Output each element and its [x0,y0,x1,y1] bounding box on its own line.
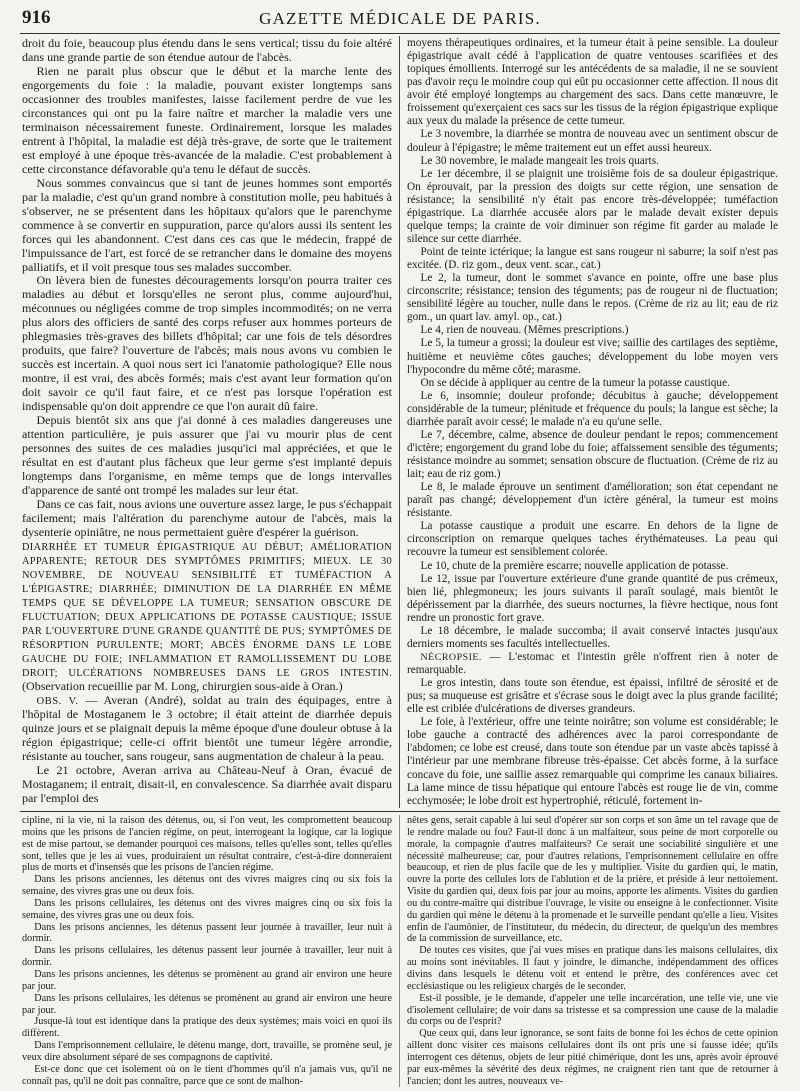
paragraph: Nous sommes convaincus que si tant de jeunes hommes sont emportés par la maladie, c'est qu'un grand nombre à constitution molle, peu habitués à s'observer, ne se présentent dans les hôpitaux qu'alors que le parenchyme commence à se convertir en suppuration, parce qu'alors aussi ils sentent les forces qui les abandonnent. C'est dans ces cas que le médecin, frappé de l'impuissance de l'art, est forcé de se retrancher dans le domaine des moyens palliatifs, et il voit presque tous ses malades succomber. [22,175,392,274]
observation-text: — Averan (André), soldat au train des équipages, entre à l'hôpital de Mostaganem le 3 octobre; il était atteint de diarrhée depuis quinze jours et se plaignait depuis la même époque d'une douleur obtuse à la région épigastrique; celle-ci offrit bientôt une tumeur légère arrondie, résistante au toucher, sans rougeur, sans augmentation de chaleur à la peau. [22,693,392,764]
paragraph: Dans l'emprisonnement cellulaire, le détenu mange, dort, travaille, se promène seul, je veux dire absolument séparé de ses compagnons de captivité. [22,1040,392,1063]
paragraph: Dans les prisons anciennes, les détenus se promènent au grand air environ une heure par jour. [22,968,392,992]
paragraph: Le 1er décembre, il se plaignit une troisième fois de sa douleur épigastrique. On éprouvait, par la pression des doigts sur cette région, une sensation de résistance; la sensibilité n'y était pas encore très-développée; tuméfaction épigastrique. La diarrhée accusée alors par le malade devait exister depuis quelque temps; la crainte de voir diminuer son régime fit garder au malade le silence sur cette diarrhée. [407,167,778,245]
paragraph: Que ceux qui, dans leur ignorance, se sont faits de bonne foi les échos de cette opinion aillent donc visiter ces maisons cellulaires dont ils ont pris une si fausse idée; qu'ils interrogent ces détenus, objets de leur pitié chimérique, dont les uns, après avoir éprouvé par eux-mêmes la sévérité des deux régimes, ne craignent rien tant que de retourner à l'ancien; dont les autres, nouveaux ve- [407,1028,778,1087]
paragraph: Le 12, issue par l'ouverture extérieure d'une grande quantité de pus crémeux, bien lié, phlegmoneux; les jours suivants il paraît soulagé, mais bientôt le dépérissement par la diarrhée, des sueurs nocturnes, la fièvre hectique, nous font rendre un pronostic fort grave. [407,572,778,624]
observation-credit: (Observation recueillie par M. Long, chirurgien sous-aide à Oran.) [22,679,343,694]
paragraph: droit du foie, beaucoup plus étendu dans le sens vertical; tissu du foie altéré dans une grande partie de son étendue autour de l'abcès. [22,37,392,64]
paragraph: nêtes gens, serait capable à lui seul d'opérer sur son corps et son âme un tel ravage que de le rendre malade ou fou? Faut-il donc à un malfaiteur, sous peine de mort corporelle ou morale, la compagnie d'autres malfaiteurs? Ce serait une sociabilité singulière et une nécessité malheureuse; car, pour d'autres relations, l'emprisonnement cellulaire en offre beaucoup, et rien de plus facile que de les y multiplier. Visite du gardien qui, le matin, ouvre la porte des cellules lors de l'ablution et de la prière, et préside à leur nettoiement. Visite du gardien qui, deux fois par jour au moins, apporte les aliments. Visites du gardien ou du contre-maître qui distribue l'ouvrage, le visite ou enseigne à le confectionner. Visite du gardien qui mène le détenu à la promenade et le surveille pendant qu'elle a lieu. Visites enfin de l'aumônier, de l'instituteur, du médecin, du directeur, de quelqu'un des membres de la commission de surveillance, etc. [407,815,778,945]
paragraph: Dans les prisons anciennes, les détenus ont des vivres maigres cinq ou six fois la semaine, des vivres gras une ou deux fois. [22,874,392,898]
page-number: 916 [22,7,51,28]
paragraph: De toutes ces visites, que j'ai vues mises en pratique dans les maisons cellulaires, dix au moins sont inévitables. Il faut y joindre, le dimanche, indépendamment des offices divins dans lesquels le détenu voit et entend le prêtre, des conférences avec cet ecclésiastique ou les religieux chargés de le seconder. [407,945,778,992]
section-divider [20,811,780,812]
paragraph: Depuis bientôt six ans que j'ai donné à ces maladies dangereuses une attention particulière, je puis assurer que j'ai vu mourir plus de cent personnes des suites de ces maladies jusqu'ici mal appréciées, et que le résultat en est d'autant plus fâcheux que leur germe s'est implanté depuis longtemps dans l'organisme, en même temps que de longs intervalles d'apparence de santé ont trompé les malades sur leur état. [22,413,392,497]
paragraph: On se décide à appliquer au centre de la tumeur la potasse caustique. [420,376,730,389]
paragraph: Dans ce cas fait, nous avions une ouverture assez large, le pus s'échappait facilement; mais l'altération du parenchyme autour de l'abcès, mais la dysenterie opiniâtre, ne nous permettaient guère d'espérer la guérison. [22,496,392,539]
observation-summary [22,540,392,694]
paragraph: Est-ce donc que cet isolement où on le tient d'hommes qu'il n'a jamais vus, qu'il ne connaît pas, qu'il ne doit pas connaître, parce que ce sont de malhon- [22,1063,392,1087]
paragraph: Est-il possible, je le demande, d'appeler une telle incarcération, une telle vie, une vie d'isolement cellulaire; de voir dans sa tristesse et sa compression une cause de la maladie du corps ou de l'esprit? [407,992,778,1028]
column-top-left [22,37,392,808]
column-bottom-right [407,815,778,1087]
paragraph: Le 21 octobre, Averan arriva au Château-Neuf à Oran, évacué de Mostaganem; il entrait, disait-il, en convalescence. Sa diarrhée avait disparu par l'emploi des [22,763,392,806]
paragraph: Dans les prisons anciennes, les détenus passent leur journée à travailler, leur nuit à dormir. [22,921,392,945]
paragraph: Le 10, chute de la première escarre; nouvelle application de potasse. [420,559,729,572]
paragraph: Le 5, la tumeur a grossi; la douleur est vive; saillie des cartilages des septième, huitième et neuvième côtes gauches; développement du lobe moyen vers l'hypocondre du même côté; marasme. [407,337,778,376]
paragraph: Le 3 novembre, la diarrhée se montra de nouveau avec un sentiment obscur de douleur à l'épigastre; le même traitement eut un effet aussi heureux. [407,128,778,154]
paragraph: Le foie, à l'extérieur, offre une teinte noirâtre; son volume est considérable; le lobe gauche a contracté des adhérences avec la paroi correspondante de l'abdomen; ce lobe est creusé, dans toute son étendue par un vaste abcès tapissé à l'intérieur par une membrane fibreuse très-épaisse. Cet abcès forme, à la surface concave du foie, une saillie assez remarquable qui comprime les canaux biliaires. La lame mince de tissu hépatique qui entoure l'abcès est rouge lie de vin, comme ecchymosée; le lobe droit est hypertrophié, réticulé, fortement in- [407,716,778,807]
header-rule [20,33,780,34]
paragraph: Dans les prisons cellulaires, les détenus ont des vivres maigres cinq ou six fois la semaine, des vivres gras une ou deux fois. [22,897,392,921]
paragraph: Jusque-là tout est identique dans la pratique des deux systèmes; mais voici en quoi ils diffèrent. [22,1016,392,1040]
page-header [20,5,780,32]
column-rule [399,815,400,1087]
necropsy-heading [407,651,778,677]
paragraph: On lèvera bien de funestes découragements lorsqu'on pourra traiter ces maladies au début et lorsqu'elles ne seront plus, comme aujourd'hui, méconnues ou négligées comme de trop simples incommodités; on ne verra plus alors des officiers de santé des corps refuser aux hommes porteurs de phlegmasies très-graves des billets d'hôpital; car une fois de tels désordres produits, que faire? l'ouverture de l'abcès; mais nous avons vu combien le succès est incertain. A quoi nous sert ici l'anatomie pathologique? Elle nous montre, il est vrai, des abcès formés; mais c'est avant leur formation qu'on doit savoir ce qu'il faut faire, et ce n'est pas lorsque l'opération est indispensable qu'on doit apprendre ce que l'on aurait dû faire. [22,273,392,414]
necropsy-text: — L'estomac et l'intestin grêle n'offrent rien à noter de remarquable. [407,650,778,676]
column-rule [399,36,400,808]
observation-summary-caps: DIARRHÉE ET TUMEUR ÉPIGASTRIQUE AU DÉBUT; AMÉLIORATION APPARENTE; RETOUR DES SYMPTÔMES PRIMITIFS; MIEUX. LE 30 NOVEMBRE, DE NOUVEAU SENSIBILITÉ ET TUMÉFACTION A L'ÉPIGASTRE; DIARRHÉE; DIMINUTION DE LA DIARRHÉE EN MÊME TEMPS QUE SE DÉVELOPPE LA TUMEUR; SENSATION OBSCURE DE FLUCTUATION; DEUX APPLICATIONS DE POTASSE CAUSTIQUE; ISSUE PAR L'OUVERTURE D'UNE GRANDE QUANTITÉ DE PUS; SYMPTÔMES DE RÉSORPTION PURULENTE; MORT; ABCÈS ÉNORME DANS LE LOBE GAUCHE DU FOIE; INFLAMMATION ET RAMOLLISSEMENT DU LOBE DROIT; ULCÉRATIONS NOMBREUSES DANS LE GROS INTESTIN. [22,541,392,680]
paragraph: Le 8, le malade éprouve un sentiment d'amélioration; son état cependant ne paraît pas changé; développement d'un ictère général, la tumeur est moins résistante. [407,481,778,520]
paragraph: Le 7, décembre, calme, absence de douleur pendant le repos; commencement d'ictère; engorgement du grand lobe du foie; affaissement sensible des téguments; résistance moindre au sommet; sensation obscure de fluctuation. (Crème de riz au lait; eau de riz gom.) [407,428,778,481]
paragraph: moyens thérapeutiques ordinaires, et la tumeur était à peine sensible. La douleur épigastrique avait cédé à l'application de quatre ventouses scarifiées et des topiques émollients. Interrogé sur les antécédents de sa maladie, il ne se souvient pas d'avoir reçu le moindre coup qui eût pu occasionner cette affection. Il nous dit avoir été employé longtemps au chargement des sacs. Dans cette manœuvre, le froissement qu'exerçaient ces sacs sur les tissus de la région épigastrique explique aux yeux du malade la présence de cette tumeur. [407,37,778,128]
paragraph: Le gros intestin, dans toute son étendue, est épaissi, infiltré de sérosité et de pus; sa muqueuse est grisâtre et s'écrase sous le doigt avec la plus grande facilité; elle est criblée d'ulcérations de diverses grandeurs. [407,677,778,716]
observation-heading [22,694,392,764]
journal-title: GAZETTE MÉDICALE DE PARIS. [259,9,541,28]
paragraph: La potasse caustique a produit une escarre. En dehors de la ligne de circonscription on remarque quelques taches érythémateuses. La peau qui recouvre la tumeur est sensiblement colorée. [407,520,778,559]
paragraph: Le 2, la tumeur, dont le sommet s'avance en pointe, offre une base plus circonscrite; résistance; tension des téguments; pas de rougeur ni de fluctuation; sensibilité légère au toucher, nulle dans le repos. (Crème de riz au lit; eau de riz gom., un quart lav. amyl. op., cat.) [407,272,778,324]
paragraph: Point de teinte ictérique; la langue est sans rougeur ni saburre; la soif n'est pas excitée. (D. riz gom., deux vent. scar., cat.) [407,246,778,272]
necropsy-label: NÉCROPSIE. [420,651,482,663]
paragraph: Dans les prisons cellulaires, les détenus se promènent au grand air environ une heure par jour. [22,992,392,1016]
paragraph: Le 30 novembre, le malade mangeait les trois quarts. [420,154,659,167]
paragraph: Le 4, rien de nouveau. (Mêmes prescriptions.) [420,324,629,337]
paragraph: cipline, ni la vie, ni la raison des détenus, ou, si l'on veut, les compromettent beaucoup moins que les prisons de l'ancien régime, on peut, interrogeant la logique, car la logique est de mise partout, se demander pourquoi ces maisons, telles qu'elles sont, telles qu'elles sont, telles que je les ai vues, produiraient un résultat contraire, c'est-à-dire donneraient plus de morts et d'insensés que les prisons de l'ancien régime. [22,815,392,874]
observation-number: OBS. V. [36,696,79,707]
paragraph: Le 18 décembre, le malade succomba; il avait conservé intactes jusqu'aux derniers moments ses facultés intellectuelles. [407,624,778,650]
column-top-right [407,37,778,808]
paragraph: Le 6, insomnie; douleur profonde; décubitus à gauche; développement considérable de la tumeur; plénitude et fréquence du pouls; la langue est sèche; la diarrhée paraît avoir cessé; le malade n'a eu qu'une selle. [407,389,778,428]
paragraph: Dans les prisons cellulaires, les détenus passent leur journée à travailler, leur nuit à dormir. [22,945,392,969]
paragraph: Rien ne parait plus obscur que le début et la marche lente des engorgements du foie : la maladie, pouvant exister longtemps sans occasionner des troubles manifestes, laisse facilement perdre de vue les circonstances qui ont pu la faire naître et marcher la maladie vers une terminaison nécessairement funeste. Ordinairement, lorsque les malades entrent à l'hôpital, la maladie est déjà très-grave, de sorte que le traitement est employé à une époque très-avancée de la maladie. C'est probablement à cette circonstance défavorable qu'a tenu le défaut de succès. [22,63,392,176]
column-bottom-left [22,815,392,1087]
